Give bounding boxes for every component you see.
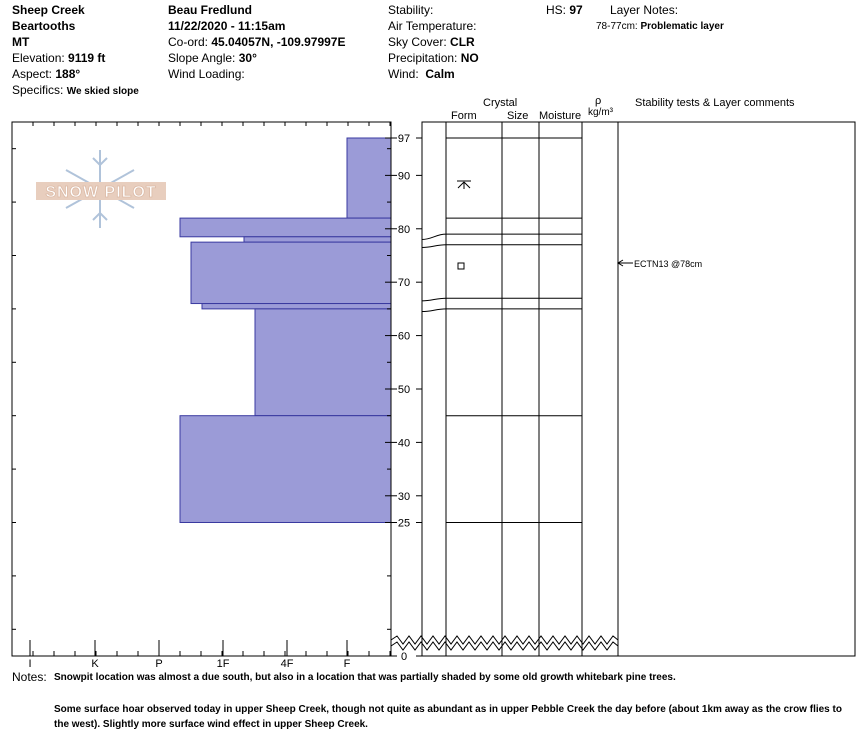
location-name: Sheep Creek bbox=[12, 3, 85, 17]
slope-value: 30° bbox=[238, 51, 257, 65]
coord-label: Co-ord: bbox=[168, 35, 209, 49]
density-column bbox=[582, 122, 618, 656]
boundary-connector-3 bbox=[422, 309, 446, 312]
specifics-label: Specifics: bbox=[12, 83, 64, 97]
depth-label-30: 30 bbox=[397, 490, 411, 503]
aspect-label: Aspect: bbox=[12, 67, 53, 81]
hardness-label-I: I bbox=[28, 658, 32, 670]
mountain-range: Beartooths bbox=[12, 19, 76, 33]
hardness-layer-4 bbox=[202, 304, 391, 309]
hardness-label-K: K bbox=[91, 658, 99, 670]
size-header: Size bbox=[507, 110, 529, 122]
density-unit-header: kg/m³ bbox=[588, 107, 613, 118]
aspect-value: 188° bbox=[55, 67, 81, 81]
faceted-crystal-icon bbox=[458, 263, 464, 269]
form-header: Form bbox=[451, 110, 477, 122]
hardness-layer-6 bbox=[180, 416, 391, 523]
state: MT bbox=[12, 35, 30, 49]
notes-label: Notes: bbox=[12, 670, 47, 684]
wind-loading-label: Wind Loading: bbox=[168, 67, 245, 81]
moisture-header: Moisture bbox=[539, 110, 582, 122]
hardness-label-1F: 1F bbox=[216, 658, 230, 670]
depth-label-0: 0 bbox=[400, 651, 408, 663]
depth-label-80: 80 bbox=[397, 223, 411, 236]
sky-value: CLR bbox=[450, 35, 475, 49]
elevation-value: 9119 ft bbox=[68, 51, 106, 65]
slope-label: Slope Angle: bbox=[168, 51, 236, 65]
hardness-label-P: P bbox=[155, 658, 163, 670]
stability-label: Stability: bbox=[388, 3, 434, 17]
depth-label-40: 40 bbox=[397, 437, 411, 450]
elevation-label: Elevation: bbox=[12, 51, 65, 65]
hardness-layer-5 bbox=[255, 309, 391, 416]
snowpilot-logo-text: SNOW PILOT bbox=[45, 184, 157, 201]
precip-value: NO bbox=[460, 51, 479, 65]
depth-label-90: 90 bbox=[397, 170, 411, 183]
hs-value: 97 bbox=[569, 3, 583, 17]
coord-value: 45.04057N, -109.97997E bbox=[211, 35, 346, 49]
wind-value: Calm bbox=[425, 67, 455, 81]
hardness-layer-0 bbox=[347, 138, 391, 218]
depth-label-97: 97 bbox=[397, 133, 411, 145]
stability-test-result: ECTN13 @78cm bbox=[634, 259, 703, 269]
depth-label-60: 60 bbox=[397, 330, 411, 343]
layer-note-text: Problematic layer bbox=[640, 21, 724, 32]
snowpilot-logo bbox=[36, 150, 166, 228]
datetime: 11/22/2020 - 11:15am bbox=[168, 19, 286, 33]
hardness-layer-3 bbox=[191, 242, 391, 303]
depth-label-70: 70 bbox=[397, 277, 411, 290]
boundary-connector-1 bbox=[422, 245, 446, 248]
boundary-connector-0 bbox=[422, 234, 446, 239]
observer: Beau Fredlund bbox=[168, 3, 253, 17]
layer-note-depth: 78-77cm: bbox=[596, 21, 638, 32]
depth-label-50: 50 bbox=[397, 383, 411, 396]
layer-notes-label: Layer Notes: bbox=[610, 3, 679, 17]
hardness-layer-2 bbox=[244, 237, 391, 242]
sky-label: Sky Cover: bbox=[388, 35, 447, 49]
stability-tests-header: Stability tests & Layer comments bbox=[635, 97, 795, 109]
stability-comments-column bbox=[618, 122, 855, 656]
note-paragraph-2: Some surface hoar observed today in upper Sheep Creek, though not quite as abundant as in upper Pebble Creek the day before (about 1km away as the crow flies to the west). Slightly more surface wind effect in upper Sheep Creek. bbox=[54, 704, 842, 730]
hardness-layers bbox=[180, 138, 391, 522]
hardness-label-F: F bbox=[343, 658, 351, 670]
boundary-connector-2 bbox=[422, 298, 446, 301]
hardness-label-4F: 4F bbox=[280, 658, 294, 670]
precip-label: Precipitation: bbox=[388, 51, 458, 65]
surface-hoar-icon bbox=[457, 181, 471, 189]
wind-label: Wind: bbox=[388, 67, 419, 81]
stability-test-arrow-icon bbox=[618, 260, 633, 266]
crystal-header: Crystal bbox=[483, 97, 518, 109]
specifics-value: We skied slope bbox=[66, 86, 139, 97]
depth-label-25: 25 bbox=[397, 517, 411, 530]
hardness-layer-1 bbox=[180, 218, 391, 237]
hs-label: HS: bbox=[546, 3, 567, 17]
air-temperature-label: Air Temperature: bbox=[388, 19, 477, 33]
density-rho-header: ρ bbox=[595, 95, 602, 107]
note-paragraph-1: Snowpit location was almost a due south, but also in a location that was partially shaded by some old growth whitebark pine trees. bbox=[54, 672, 676, 683]
